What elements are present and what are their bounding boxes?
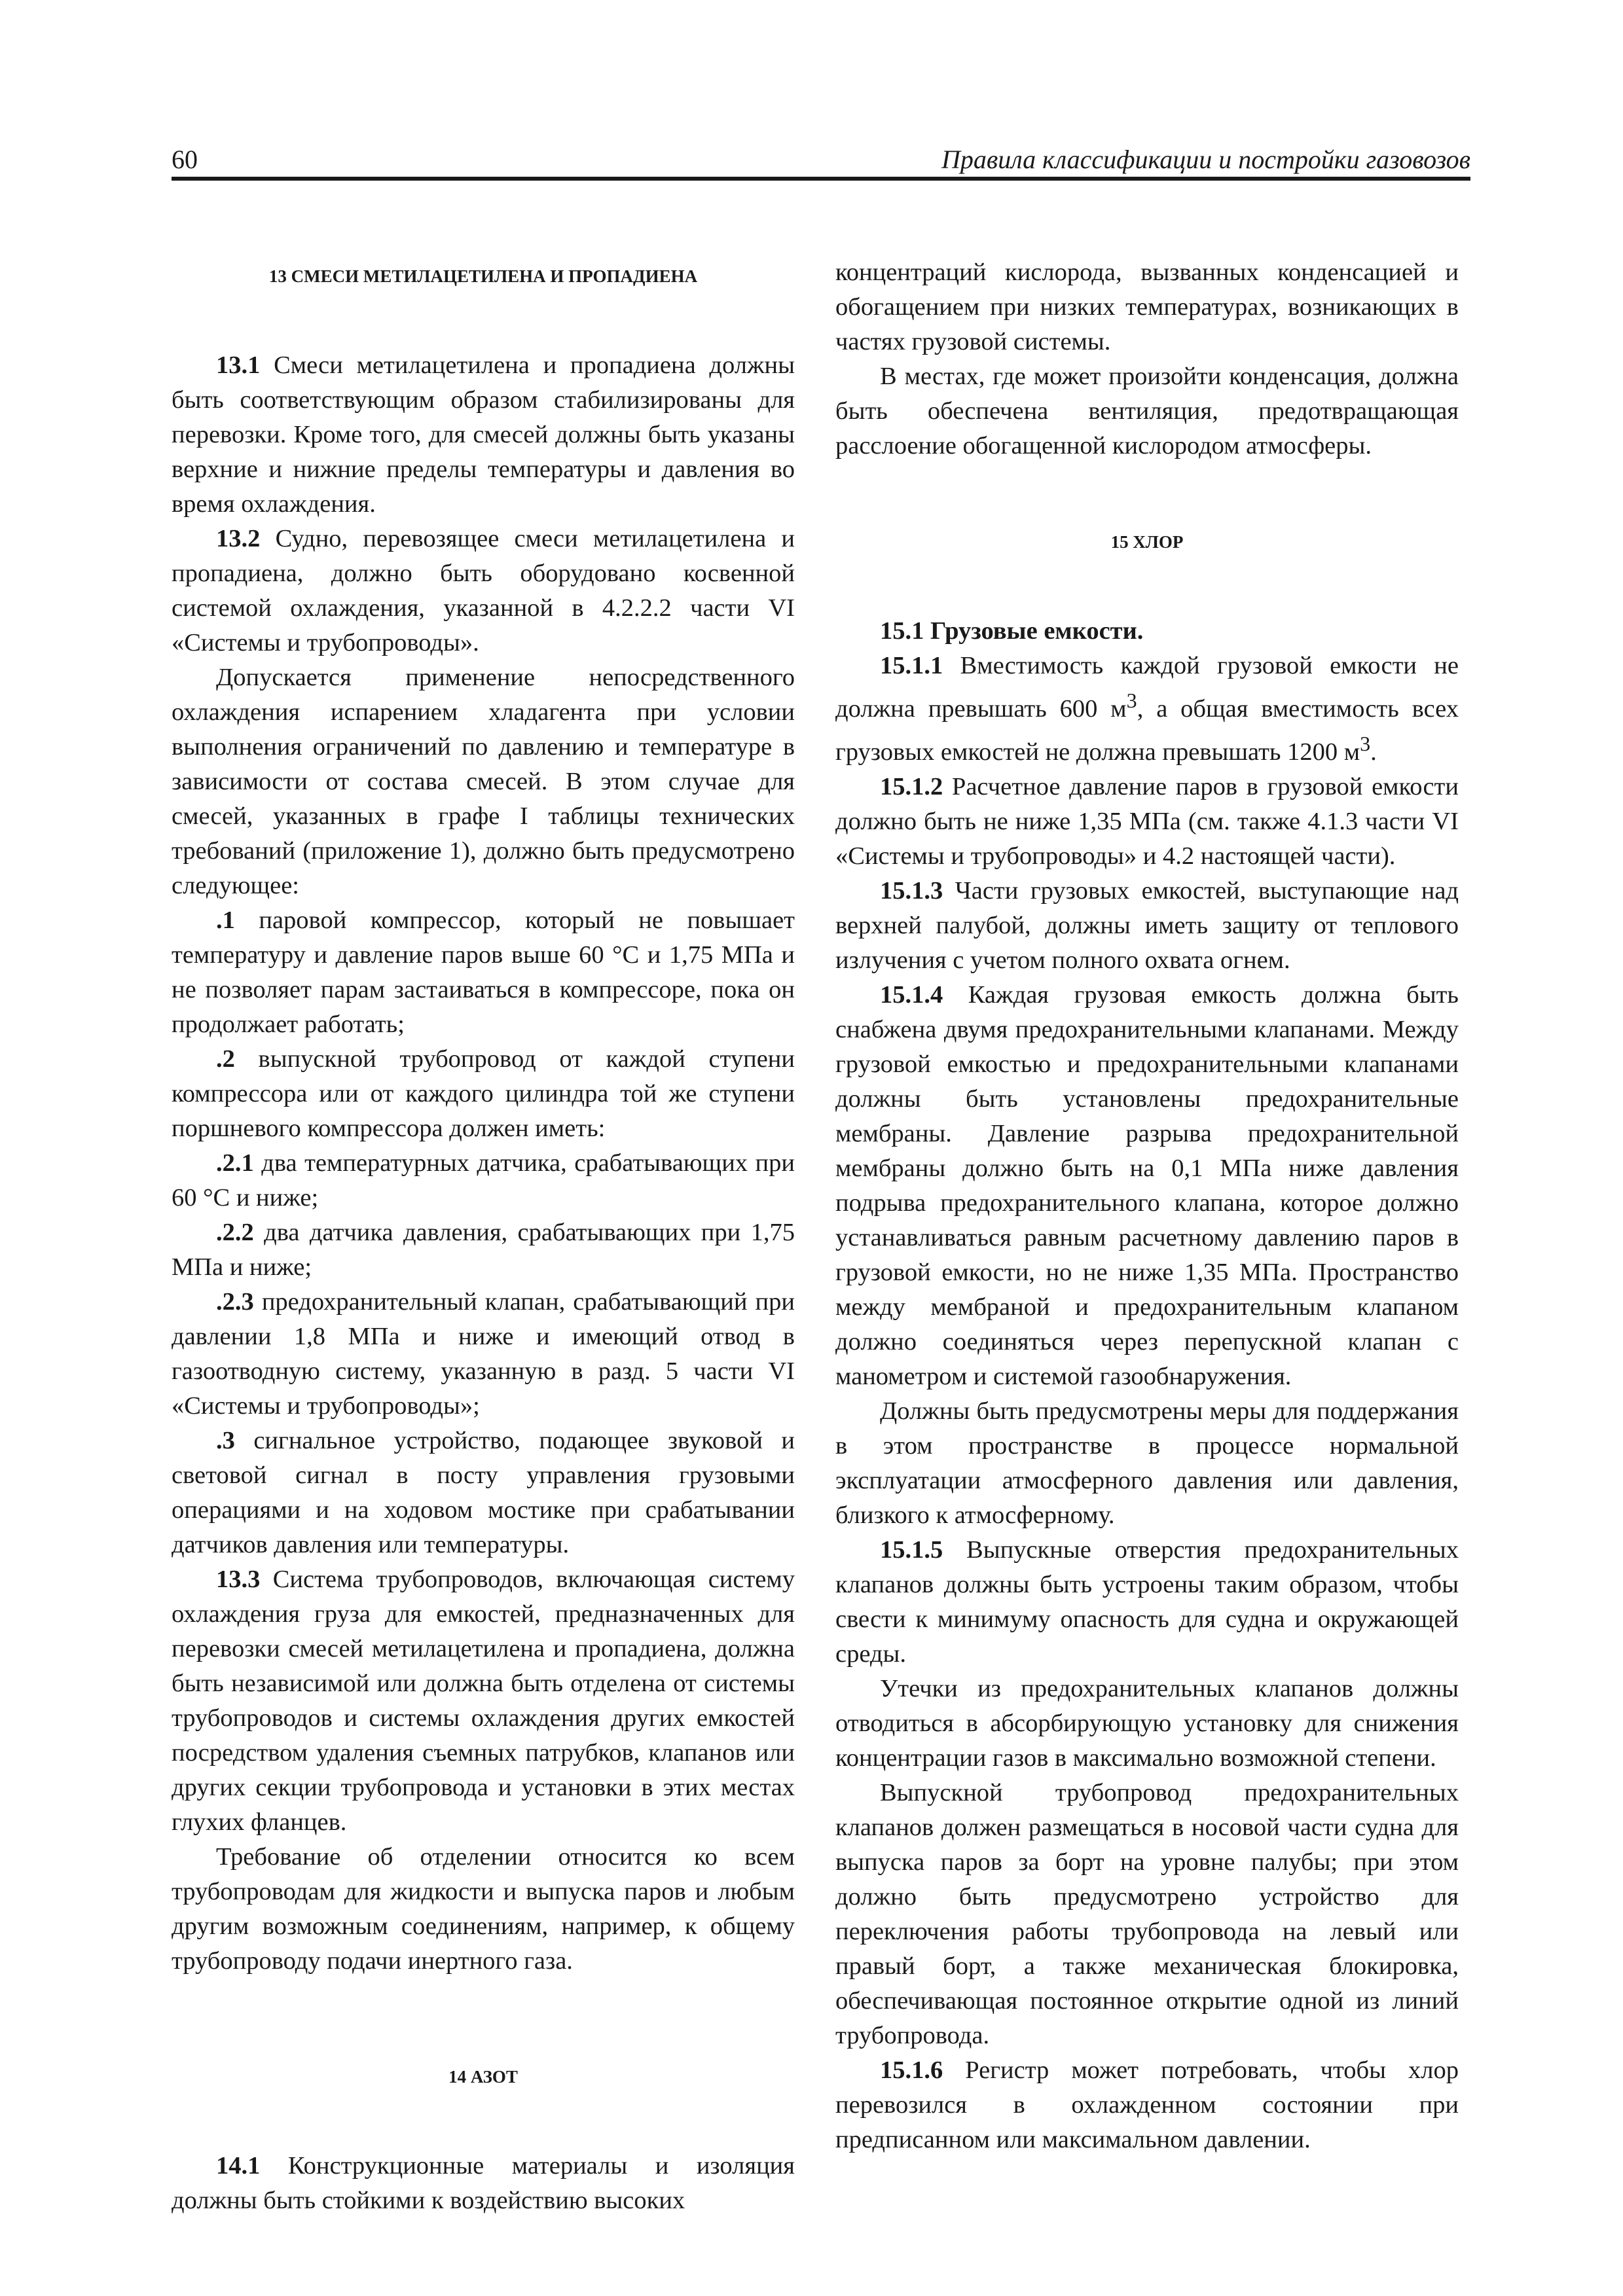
clause-number: 15.1.1 [880,652,943,679]
list-item-2: .2 выпускной трубопровод от каждой ступени компрессора или от каждого цилиндра той же ступени поршневого компрессора должен иметь: [172,1045,795,1142]
paragraph-separation-requirement: Требование об отделении относится ко всем трубопроводам для жидкости и выпуска паров и любым другим возможным соединениям, например, к общему трубопроводу подачи инертного газа. [172,1843,795,1975]
paragraph-13-2: 13.2 Судно, перевозящее смеси метилацетилена и пропадиена, должно быть оборудовано косвенной системой охлаждения, указанной в 4.2.2.2 части VI «Системы и трубопроводы». [172,525,795,656]
list-item-1: .1 паровой компрессор, который не повышает температуру и давление паров выше 60 °С и 1,75 МПа и не позволяет парам застаиваться в компрессоре, пока он продолжает работать; [172,906,795,1038]
running-title: Правила классификации и постройки газовозов [941,145,1470,174]
paragraph-pressure-measures: Должны быть предусмотрены меры для поддержания в этом пространстве в процессе нормальной эксплуатации атмосферного давления или давления, близкого к атмосферному. [835,1397,1459,1529]
header-rule [172,177,1470,181]
paragraph-13-3: 13.3 Система трубопроводов, включающая систему охлаждения груза для емкостей, предназначенных для перевозки смесей метилацетилена и пропадиена, должна быть независимой или должна быть отделена от системы трубопроводов и системы охлаждения других емкостей посредством удаления съемных патрубков, клапанов или других секции трубопровода и установки в этих местах глухих фланцев. [172,1566,795,1836]
paragraph-14-1: 14.1 Конструкционные материалы и изоляция должны быть стойкими к воздействию высоких [172,2152,795,2214]
right-column [835,255,1459,2157]
page-number: 60 [172,145,198,174]
clause-number: 13.1 [216,351,261,379]
left-column [172,255,795,2218]
list-item-2-1: .2.1 два температурных датчика, срабатывающих при 60 °С и ниже; [172,1149,795,1211]
subsection-15-1-title: 15.1 Грузовые емкости. [880,617,1144,645]
clause-number: 15.1.6 [880,2056,943,2084]
paragraph-ventilation: В местах, где может произойти конденсация, должна быть обеспечена вентиляция, предотвращающая расслоение обогащенной кислородом атмосферы. [835,363,1459,459]
paragraph-15-1-5: 15.1.5 Выпускные отверстия предохранительных клапанов должны быть устроены таким образом, чтобы свести к минимуму опасность для судна и окружающей среды. [835,1535,1459,1668]
clause-number: 15.1.3 [880,876,943,905]
page-header [172,139,1470,178]
clause-number: 15.1.2 [880,772,943,800]
section-13-title: 13 СМЕСИ МЕТИЛАЦЕТИЛЕНА И ПРОПАДИЕНА [268,266,698,286]
paragraph-direct-cooling: Допускается применение непосредственного охлаждения испарением хладагента при условии выполнения ограничений по давлению и температуре в зависимости от состава смесей. В этом случае для смесей, указанных в графе I таблицы технических требований (приложение 1), должно быть предусмотрено следующее: [172,664,795,899]
section-14-title: 14 АЗОТ [448,2067,518,2087]
list-item-3: .3 сигнальное устройство, подающее звуковой и световой сигнал в посту управления грузовыми операциями и на ходовом мостике при срабатывании датчиков давления или температуры. [172,1427,795,1558]
section-15-title: 15 ХЛОР [1110,532,1184,552]
list-item-2-2: .2.2 два датчика давления, срабатывающих при 1,75 МПа и ниже; [172,1219,795,1281]
paragraph-13-1: 13.1 Смеси метилацетилена и пропадиена должны быть соответствующим образом стабилизированы для перевозки. Кроме того, для смесей должны быть указаны верхние и нижние пределы температуры и давления во время охлаждения. [172,351,795,518]
clause-number: 15.1.4 [880,980,943,1009]
paragraph-valve-leaks: Утечки из предохранительных клапанов должны отводиться в абсорбирующую установку для снижения концентрации газов в максимально возможной степени. [835,1674,1459,1772]
clause-number: 13.3 [216,1566,261,1593]
paragraph-15-1-2: 15.1.2 Расчетное давление паров в грузовой емкости должно быть не ниже 1,35 МПа (см. также 4.1.3 части VI «Системы и трубопроводы» и 4.2 настоящей части). [835,772,1459,870]
paragraph-15-1-4: 15.1.4 Каждая грузовая емкость должна быть снабжена двумя предохранительными клапанами. Между грузовой емкостью и предохранительными клапанами должны быть установлены предохранительные мембраны. Давление разрыва предохранительной мембраны должно быть на 0,1 МПа ниже давления подрыва предохранительного клапана, которое должно устанавливаться равным расчетному давлению паров в грузовой емкости, но не ниже 1,35 МПа. Пространство между мембраной и предохранительным клапаном должно соединяться через перепускной клапан с манометром и системой газообнаружения. [835,980,1459,1390]
paragraph-15-1-6: 15.1.6 Регистр может потребовать, чтобы хлор перевозился в охлажденном состоянии при предписанном или максимальном давлении. [835,2056,1459,2153]
paragraph-exhaust-pipeline: Выпускной трубопровод предохранительных клапанов должен размещаться в носовой части судна для выпуска паров за борт на уровне палубы; при этом должно быть предусмотрено устройство для переключения работы трубопровода на левый или правый борт, а также механическая блокировка, обеспечивающая постоянное открытие одной из линий трубопровода. [835,1778,1459,2049]
list-item-2-3: .2.3 предохранительный клапан, срабатывающий при давлении 1,8 МПа и ниже и имеющий отвод в газоотводную систему, указанную в разд. 5 части VI «Системы и трубопроводы»; [172,1288,795,1420]
clause-number: 14.1 [216,2152,261,2179]
paragraph-14-1-continued: концентраций кислорода, вызванных конденсацией и обогащением при низких температурах, возникающих в частях грузовой системы. [835,259,1459,355]
paragraph-15-1-3: 15.1.3 Части грузовых емкостей, выступающие над верхней палубой, должны иметь защиту от теплового излучения с учетом полного охвата огнем. [835,876,1459,974]
clause-number: 13.2 [216,525,261,552]
clause-number: 15.1.5 [880,1535,943,1564]
paragraph-15-1-1: 15.1.1 Вместимость каждой грузовой емкости не должна превышать 600 $м^3$, а общая вместимость всех грузовых емкостей не должна превышать 1200 $м^3$. [835,652,1459,766]
